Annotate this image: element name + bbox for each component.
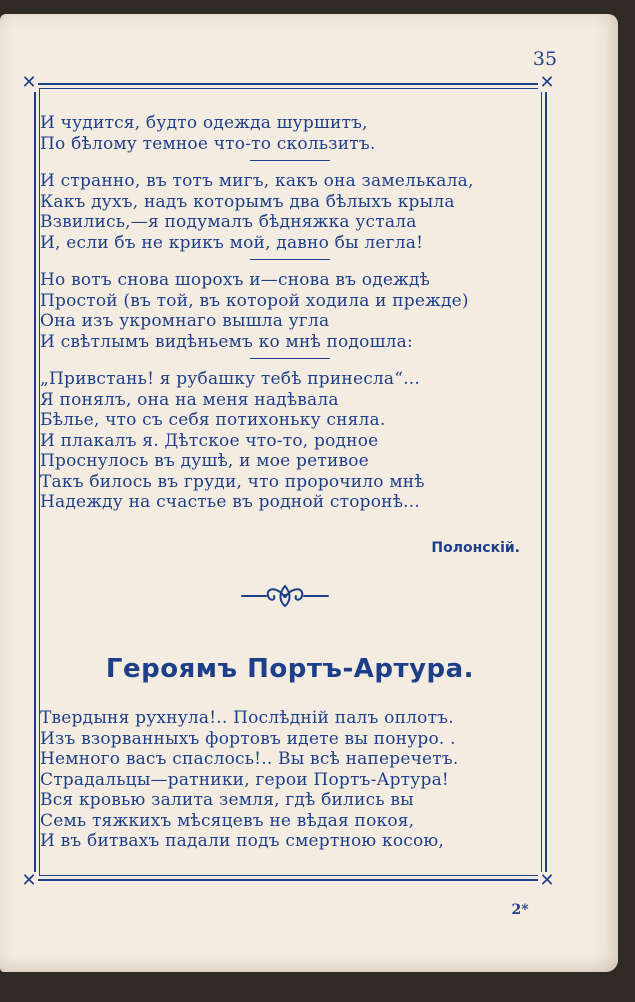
verse-line: И, если бъ не крикъ мой, давно бы легла! [40, 232, 424, 253]
verse-line: Но вотъ снова шорохъ и—снова въ одеждѣ [40, 270, 431, 290]
verse-line: И плакалъ я. Дѣтское что-то, родное [40, 430, 379, 451]
verse-line: Она изъ укромнаго вышла угла [40, 311, 330, 331]
stanza-3 [40, 270, 540, 352]
verse-line: Немного васъ спаслось!.. Вы всѣ наперечетъ. [40, 749, 459, 769]
verse-line: Надежду на счастье въ родной сторонѣ... [40, 492, 420, 512]
verse-line: И свѣтлымъ видѣньемъ ко мнѣ подошла: [40, 331, 413, 352]
poem-polonsky [40, 113, 540, 513]
stanza-2 [40, 171, 540, 253]
verse-line: „Привстань! я рубашку тебѣ принесла“... [40, 369, 420, 389]
verse-line: И чудится, будто одежда шуршитъ, [40, 113, 368, 133]
poem-port-arthur [40, 708, 540, 852]
corner-ornament-icon: ✕ [539, 870, 555, 891]
verse-line: Твердыня рухнула!.. Послѣдній палъ оплотъ. [40, 708, 454, 728]
verse-line: И странно, въ тотъ мигъ, какъ она замелькала, [40, 171, 474, 191]
verse-line: Изъ взорванныхъ фортовъ идете вы понуро. . [40, 728, 456, 749]
signature-mark: 2* [511, 902, 529, 918]
verse-line: Проснулось въ душѣ, и мое ретивое [40, 451, 369, 471]
verse-line: Простой (въ той, въ которой ходила и прежде) [40, 290, 469, 311]
stanza-1 [40, 113, 540, 154]
poem-author: Полонскій. [431, 540, 520, 556]
poem-title: Героямъ Портъ-Артура. [105, 654, 475, 684]
corner-ornament-icon: ✕ [21, 870, 37, 891]
flourish-ornament-icon [240, 582, 330, 610]
verse-line: Я понялъ, она на меня надѣвала [40, 389, 339, 410]
page-number: 35 [532, 48, 558, 70]
verse-line: Вся кровью залита земля, гдѣ бились вы [40, 790, 414, 810]
stanza-separator [250, 358, 330, 359]
verse-line: По бѣлому темное что-то скользитъ. [40, 133, 376, 154]
verse-line: Бѣлье, что съ себя потихоньку сняла. [40, 410, 386, 430]
corner-ornament-icon: ✕ [539, 72, 555, 93]
verse-line: Семь тяжкихъ мѣсяцевъ не вѣдая покоя, [40, 810, 415, 831]
verse-line: Какъ духъ, надъ которымъ два бѣлыхъ крыла [40, 191, 455, 212]
stanza-separator [250, 160, 330, 161]
verse-line: Взвились,—я подумалъ бѣдняжка устала [40, 212, 417, 232]
verse-line: И въ битвахъ падали подъ смертною косою, [40, 831, 445, 851]
verse-line: Страдальцы—ратники, герои Портъ-Артура! [40, 769, 449, 790]
corner-ornament-icon: ✕ [21, 72, 37, 93]
stanza-separator [250, 259, 330, 260]
stanza-4 [40, 369, 540, 513]
verse-line: Такъ билось въ груди, что пророчило мнѣ [40, 471, 425, 492]
